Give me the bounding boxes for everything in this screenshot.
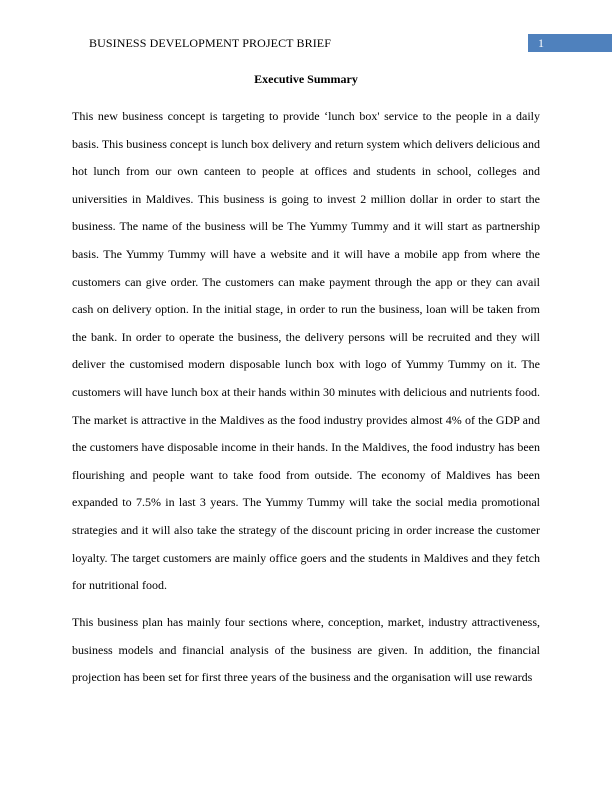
- running-head: BUSINESS DEVELOPMENT PROJECT BRIEF: [89, 36, 331, 50]
- section-title: Executive Summary: [254, 72, 358, 86]
- page-number-box: [528, 34, 612, 52]
- paragraph-1: This new business concept is targeting to provide ‘lunch box' service to the people in a daily basis. This business concept is lunch box delivery and return system which delivers delicious and hot lunch from our own canteen to people at offices and students in school, colleges and universities in Maldives. This business is going to invest 2 million dollar in order to start the business. The name of the business will be The Yummy Tummy and it will start as partnership basis. The Yummy Tummy will have a website and it will have a mobile app from where the customers can give order. The customers can make payment through the app or they can avail cash on delivery option. In the initial stage, in order to run the business, loan will be taken from the bank. In order to operate the business, the delivery persons will be recruited and they will deliver the customised modern disposable lunch box with logo of Yummy Tummy on it. The customers will have lunch box at their hands within 30 minutes with delicious and nutrients food. The market is attractive in the Maldives as the food industry provides almost 4% of the GDP and the customers have disposable income in their hands. In the Maldives, the food industry has been flourishing and people want to take food from outside. The economy of Maldives has been expanded to 7.5% in last 3 years. The Yummy Tummy will take the social media promotional strategies and it will also take the strategy of the discount pricing in order increase the customer loyalty. The target customers are mainly office goers and the students in Maldives and they fetch for nutritional food.: [72, 109, 540, 593]
- page-number: 1: [538, 36, 544, 50]
- page-header: [0, 34, 612, 52]
- paragraph-2: This business plan has mainly four sections where, conception, market, industry attractiveness, business models and financial analysis of the business are given. In addition, the financial projection has been set for first three years of the business and the organisation will use rewards: [72, 615, 540, 685]
